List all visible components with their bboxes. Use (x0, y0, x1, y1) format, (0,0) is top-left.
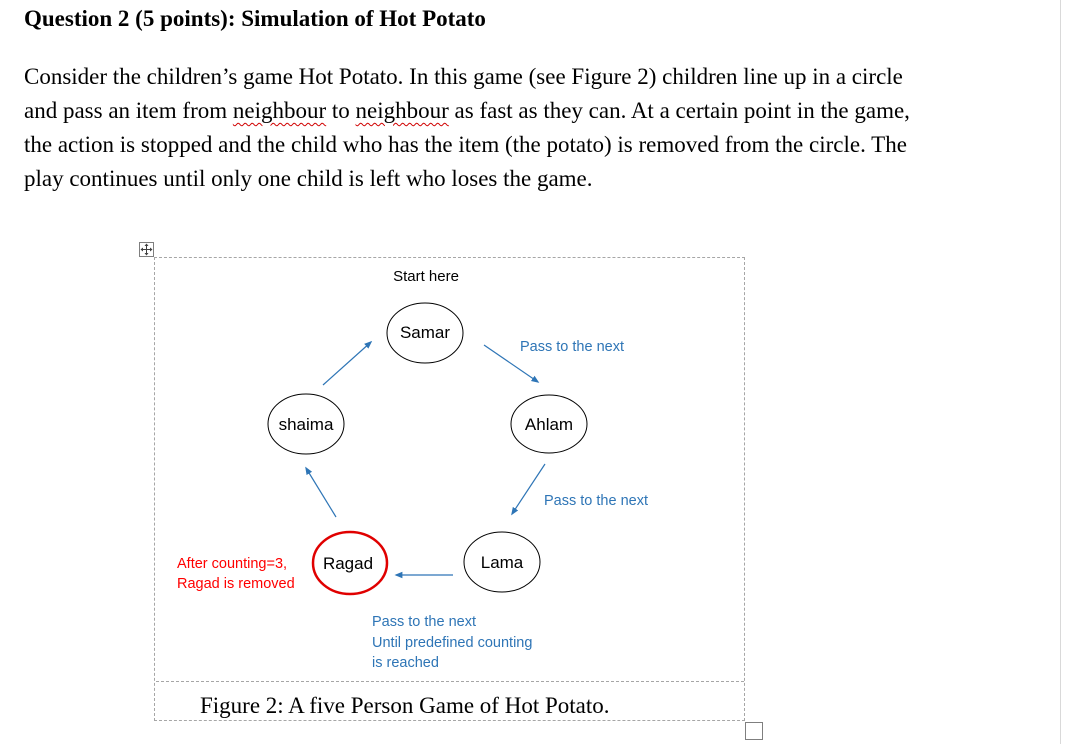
paragraph-part-3: as fast as they can. At a certain point in the game, the action is stopped and the child who has the item (the potato) is removed from the circle. The play continues until only one child is left who loses the game. (24, 98, 910, 191)
child-name-lama: Lama (480, 553, 524, 572)
child-name-samar: Samar (399, 323, 451, 342)
child-node-shaima (268, 394, 344, 454)
paragraph-part-1: Consider the children’s game Hot Potato. In this game (see Figure 2) children line up in a circle and pass an item from (24, 64, 903, 123)
arrow-ahlam-to-lama (512, 464, 545, 514)
child-name-ahlam: Ahlam (524, 415, 574, 434)
child-node-lama (464, 532, 540, 592)
child-node-samar (387, 303, 463, 363)
child-node-ahlam (511, 395, 587, 453)
spellcheck-word-1[interactable]: neighbour (232, 98, 327, 123)
removed-note-line-2: Ragad is removed (177, 576, 295, 592)
child-node-ragad (313, 532, 387, 594)
question-heading: Question 2 (5 points): Simulation of Hot Potato (24, 6, 486, 31)
resize-handle-icon[interactable] (745, 722, 763, 740)
figure-caption: Figure 2: A five Person Game of Hot Potato. (200, 693, 610, 718)
spellcheck-word-2[interactable]: neighbour (355, 98, 449, 123)
arrow-shaima-to-samar (323, 342, 371, 385)
pass-note-2: Pass to the next (544, 493, 648, 509)
paragraph-part-2: to (326, 98, 356, 123)
start-here-label: Start here (393, 268, 459, 285)
pass-note-3-line-2: Until predefined counting (372, 635, 533, 651)
child-name-shaima: shaima (278, 415, 334, 434)
pass-note-1: Pass to the next (520, 339, 624, 355)
child-name-ragad: Ragad (322, 554, 374, 573)
pass-note-3-line-1: Pass to the next (372, 614, 476, 630)
arrow-ragad-to-shaima (306, 468, 336, 517)
pass-note-3-line-3: is reached (372, 655, 439, 671)
removed-note-line-1: After counting=3, (177, 556, 288, 572)
